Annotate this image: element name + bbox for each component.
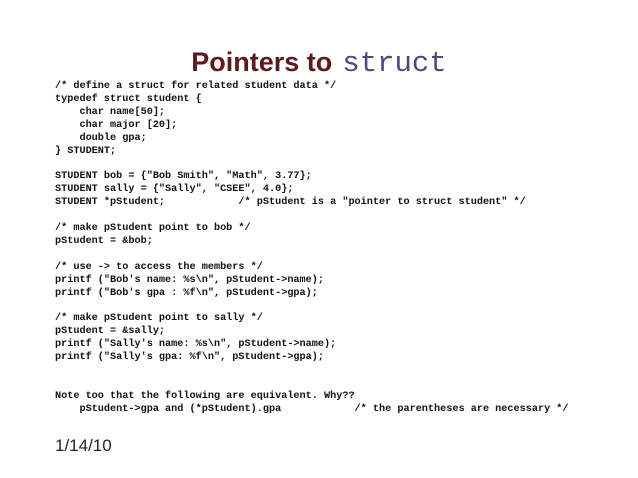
code-line: pStudent = &bob; <box>55 235 153 247</box>
slide-title-text: Pointers to <box>191 47 333 77</box>
code-line: printf ("Bob's name: %s\n", pStudent->name); <box>55 274 324 286</box>
code-line: /* use -> to access the members */ <box>55 261 263 273</box>
code-line: pStudent->gpa and (*pStudent).gpa /* the parentheses are necessary */ <box>55 403 569 415</box>
slide-title-code: struct <box>342 47 447 80</box>
code-line: /* make pStudent point to sally */ <box>55 313 263 325</box>
code-line: /* make pStudent point to bob */ <box>55 222 251 234</box>
code-line: char major [20]; <box>55 119 178 131</box>
slide-title <box>0 44 638 85</box>
slide-date: 1/14/10 <box>55 436 112 455</box>
code-line: /* define a struct for related student data */ <box>55 81 337 92</box>
code-line: printf ("Sally's gpa: %f\n", pStudent->gpa); <box>55 352 324 364</box>
code-line: STUDENT sally = {"Sally", "CSEE", 4.0}; <box>55 184 294 196</box>
code-line: } STUDENT; <box>55 145 117 157</box>
code-line: printf ("Bob's gpa : %f\n", pStudent->gpa); <box>55 287 318 299</box>
code-line: STUDENT *pStudent; /* pStudent is a "pointer to struct student" */ <box>55 197 526 209</box>
code-line: Note too that the following are equivalent. Why?? <box>55 390 355 402</box>
code-line: STUDENT bob = {"Bob Smith", "Math", 3.77}; <box>55 171 312 183</box>
code-block <box>55 81 569 417</box>
code-line: pStudent = &sally; <box>55 326 166 338</box>
code-line: char name[50]; <box>55 106 166 118</box>
code-line: typedef struct student { <box>55 93 202 105</box>
code-line: printf ("Sally's name: %s\n", pStudent->name); <box>55 339 337 351</box>
code-line: double gpa; <box>55 132 147 144</box>
